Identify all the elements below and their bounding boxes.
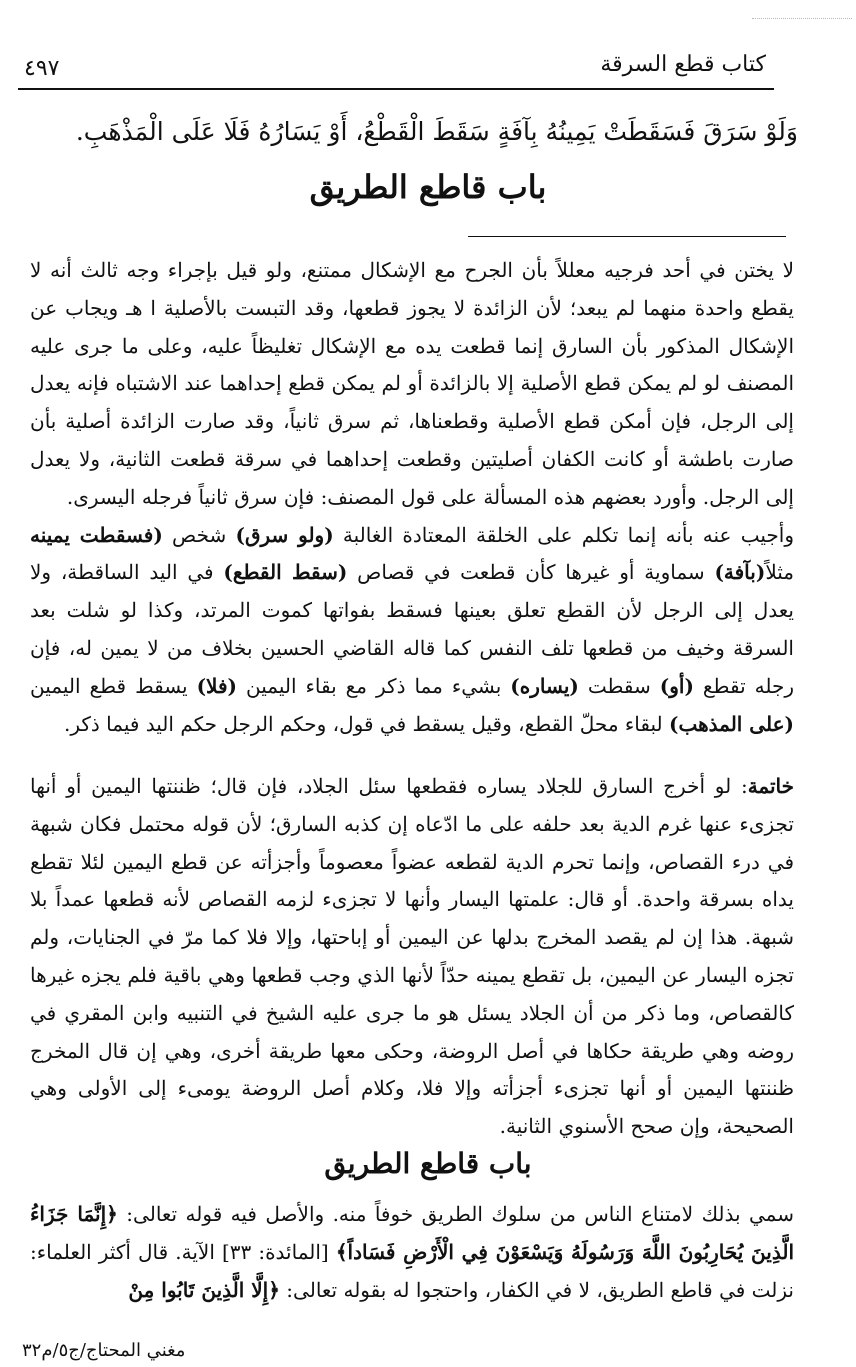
quran-quote: ﴿إِنَّمَا جَزَاءُ الَّذِينَ يُحَارِبُونَ اللَّهَ وَرَسُولَهُ وَيَسْعَوْنَ فِي الْأَرْضِ فَسَاداً﴾ — [30, 1202, 794, 1264]
matn-quote: (ولو سرق) — [235, 522, 334, 547]
matn-quote: (أو) — [659, 673, 694, 698]
footer-signature: مغني المحتاج/ج٥/م٣٢ — [22, 1340, 186, 1361]
text-run: لبقاء محلّ القطع، وقيل يسقط في قول، وحكم الرجل حكم اليد فيما ذكر. — [63, 711, 669, 736]
matn-quote: (سقط القطع) — [223, 560, 348, 585]
commentary-paragraph-1: لا يختن في أحد فرجيه معللاً بأن الجرح مع الإشكال ممتنع، ولو قيل بإجراء وجه ثالث أنه لا يقطع واحدة منهما لم يبعد؛ لأن الزائدة لا يجوز قطعها، وقد التبست بالأصلية ا هـ ويجاب عن الإشكال المذكور بأن السارق إنما قطعت يده مع الإشكال تغليظاً عليه، وعلى ما جرى عليه المصنف لو لم يمكن قطع الأصلية إلا بالزائدة أو لم يمكن قطع إحداهما عند الاشتباه فإنه يعدل إلى الرجل، فإن أمكن قطع الأصلية وقطعناها، ثم سرق ثانياً، وقد صارت الزائدة أصلية بأن صارت باطشة أو كانت الكفان أصليتين وقطعت إحداهما في سرقة قطعت الثانية، ولا يعدل إلى الرجل. وأورد بعضهم هذه المسألة على قول المصنف: فإن سرق ثانياً فرجله اليسرى. — [30, 258, 795, 509]
matn-quote: (فسقطت يمينه — [30, 522, 163, 547]
text-run: في اليد الساقطة، ولا يعدل إلى الرجل لأن القطع تعلق بعينها فسقط بفواتها كموت المرتد، وكذا لو شلت بعد السرقة وخيف من قطعها تلف النفس كما قاله القاضي الحسين بخلاف من لا يمين له، فإن رجله تقطع — [30, 560, 794, 698]
page-number: ٤٩٧ — [24, 56, 60, 81]
scan-edge-mark — [752, 0, 852, 19]
text-run: سماوية أو غيرها كأن قطعت في قصاص — [347, 560, 715, 585]
text-run: سقطت — [578, 673, 660, 698]
section-title: باب قاطع الطريق — [309, 168, 547, 206]
khatima-block — [30, 768, 794, 1146]
text-run: بشيء مما ذكر مع بقاء اليمين — [237, 673, 511, 698]
text-run: وأجيب عنه بأنه إنما تكلم على الخلقة المعتادة الغالبة — [333, 522, 794, 547]
matn-verse-line: وَلَوْ سَرَقَ فَسَقَطَتْ يَمِينُهُ بِآفَةٍ سَقَطَ الْقَطْعُ، أَوْ يَسَارُهُ فَلَا عَلَى الْمَذْهَبِ. — [75, 117, 798, 146]
section-title-2: باب قاطع الطريق — [324, 1147, 532, 1180]
text-run: سمي بذلك لامتناع الناس من سلوك الطريق خوفاً منه. والأصل فيه قوله تعالى: — [117, 1202, 794, 1226]
separator-rule — [468, 236, 786, 237]
running-header-title: كتاب قطع السرقة — [600, 52, 766, 77]
text-run: [المائدة: ٣٣] الآية. قال أكثر العلماء: نزلت في قاطع الطريق، لا في الكفار، واحتجوا له بقوله تعالى: — [30, 1239, 794, 1302]
commentary-paragraph-2 — [30, 517, 794, 744]
khatima-label: خاتمة — [747, 774, 794, 798]
khatima-text: : لو أخرج السارق للجلاد يساره فقطعها سئل الجلاد، فإن قال؛ ظننتها اليمين أو أنها تجزىء عنها غرم الدية بعد حلفه على ما ادّعاه إن كذبه السارق؛ لأن قوله محتمل فكان شبهة في درء القصاص، وإنما تحرم الدية لقطعه عضواً معصوماً وأجزأته عن قطع اليمين لئلا تقطع يداه بسرقة واحدة. أو قال: علمتها اليسار وأنها لا تجزىء لزمه القصاص لأنه قطعها عمداً بلا شبهة. هذا إن لم يقصد المخرج بدلها عن اليمين أو إباحتها، وإلا فلا كما مرّ في الجنايات، ولم تجزه اليسار عن اليمين، بل تقطع يمينه حدّاً لأنها الذي وجب قطعها وهي باقية فلم يجزه غيرها كالقصاص، وما ذكر من أن الجلاد يسئل هو ما جرى عليه الشيخ في التنبيه وابن المقري في روضه وهي طريقة حكاها في أصل الروضة، وحكى معها طريقة أخرى، وهي إن قال المخرج ظننتها اليمين أو أنها تجزىء أجزأته وإلا فلا، وكلام أصل الروضة يومىء إلى الأولى وهي الصحيحة، وإن صحح الأسنوي الثانية. — [30, 774, 794, 1139]
matn-quote: (بآفة) — [714, 560, 766, 585]
matn-quote: (يساره) — [510, 673, 579, 698]
text-run: شخص — [162, 522, 236, 547]
quran-quote: ﴿إِلَّا الَّذِينَ تَابُوا مِنْ — [128, 1277, 280, 1302]
header-rule — [18, 88, 774, 90]
commentary-block — [30, 252, 794, 743]
text-run: مثلاً — [765, 560, 794, 585]
final-block — [30, 1196, 794, 1309]
khatima-paragraph — [30, 768, 794, 1146]
matn-quote: (فلا) — [196, 673, 238, 698]
final-paragraph — [30, 1196, 794, 1309]
matn-quote: (على المذهب) — [668, 711, 794, 736]
text-run: يسقط قطع اليمين — [30, 673, 197, 698]
